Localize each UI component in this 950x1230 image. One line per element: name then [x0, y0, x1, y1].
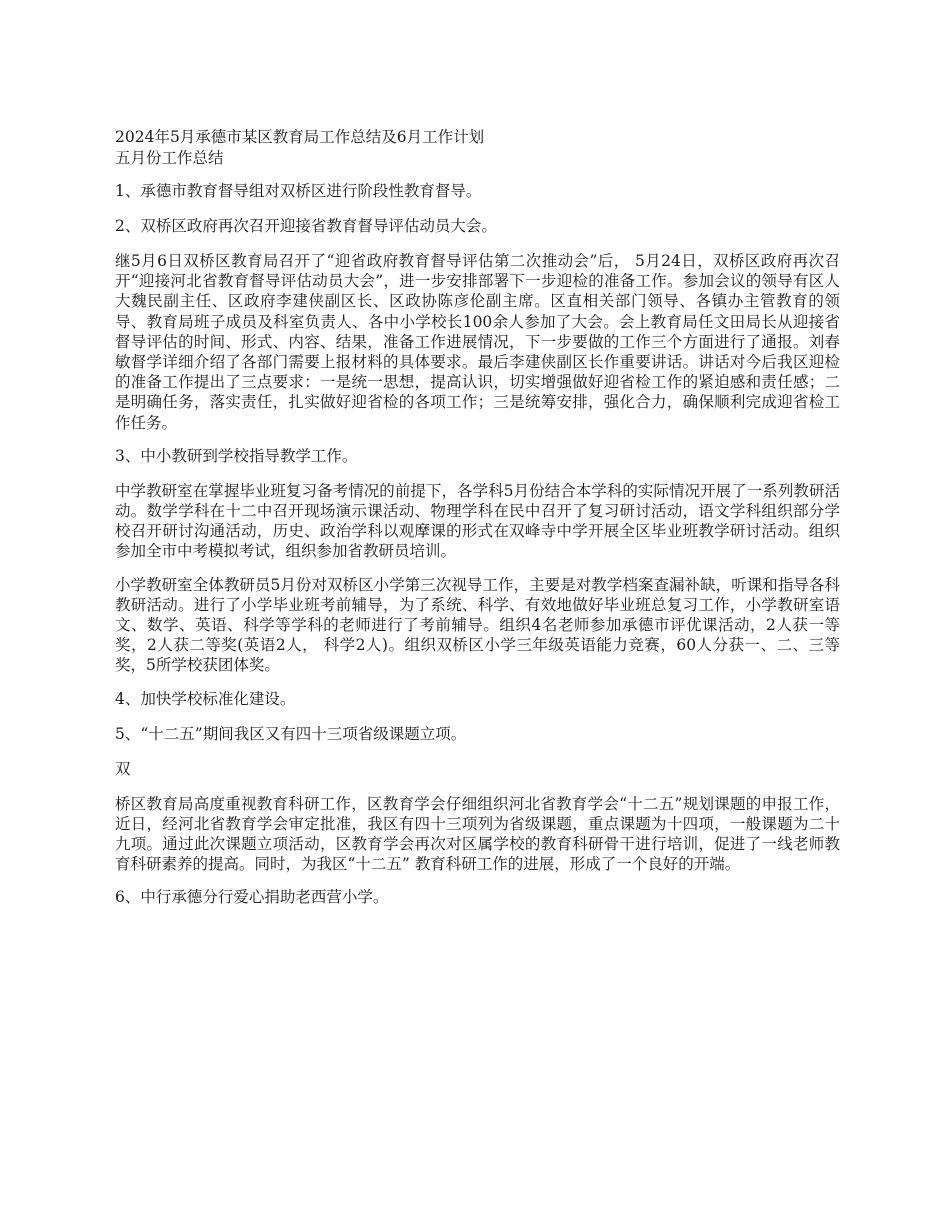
section-heading-5: 5、“十二五”期间我区又有四十三项省级课题立项。: [115, 724, 467, 743]
document-header: [115, 127, 840, 169]
paragraph-research-projects: 桥区教育局高度重视教育科研工作，区教育学会仔细组织河北省教育学会“十二五”规划课题的申报工作，近日，经河北省教育学会审定批准，我区有四十三项列为省级课题，重点课题为十四项，一般课题为二十九项。通过此次课题立项活动，区教育学会再次对区属学校的教育科研骨干进行培训，促进了一线老师教育科研素养的提高。同时，为我区“十二五” 教育科研工作的进展，形成了一个良好的开端。: [115, 794, 840, 874]
section-heading-3: 3、中小教研到学校指导教学工作。: [115, 446, 358, 465]
section-heading-2: 2、双桥区政府再次召开迎接省教育督导评估动员大会。: [115, 217, 497, 235]
section-heading-4: 4、加快学校标准化建设。: [115, 689, 296, 708]
document-page: [115, 127, 840, 922]
section-heading-6: 6、中行承德分行爱心捐助老西营小学。: [115, 888, 389, 907]
paragraph-middle-school-research: 中学教研室在掌握毕业班复习备考情况的前提下，各学科5月份结合本学科的实际情况开展了一系列教研活动。数学学科在十二中召开现场演示课活动、物理学科在民中召开了复习研讨活动，语文学科组织部分学校召开研讨沟通活动，历史、政治学科以观摩课的形式在双峰寺中学开展全区毕业班教学研讨活动。组织参加全市中考模拟考试，组织参加省教研员培训。: [115, 481, 840, 561]
paragraph-fragment: 双: [115, 759, 131, 778]
paragraph-primary-school-research: 小学教研室全体教研员5月份对双桥区小学第三次视导工作，主要是对教学档案查漏补缺，听课和指导各科教研活动。进行了小学毕业班考前辅导，为了系统、科学、有效地做好毕业班总复习工作，小学教研室语文、数学、英语、科学等学科的老师进行了考前辅导。组织4名老师参加承德市评优课活动，2人获一等奖，2人获二等奖(英语2人， 科学2人)。组织双桥区小学三年级英语能力竞赛，60人分获一、二、三等奖，5所学校获团体奖。: [115, 575, 840, 675]
section-heading-1: 1、承德市教育督导组对双桥区进行阶段性教育督导。: [115, 182, 482, 200]
document-title: 2024年5月承德市某区教育局工作总结及6月工作计划: [115, 128, 485, 146]
document-subtitle: 五月份工作总结: [115, 149, 224, 167]
paragraph-mobilization-meeting: 继5月6日双桥区教育局召开了“迎省政府教育督导评估第二次推动会”后， 5月24日，双桥区政府再次召开“迎接河北省教育督导评估动员大会”，进一步安排部署下一步迎检的准备工作。参加会议的领导有区人大魏民副主任、区政府李建侠副区长、区政协陈彦伦副主席。区直相关部门领导、各镇办主管教育的领导、教育局班子成员及科室负责人、各中小学校长100余人参加了大会。会上教育局任文田局长从迎接省督导评估的时间、形式、内容、结果，准备工作进展情况，下一步要做的工作三个方面进行了通报。刘春敏督学详细介绍了各部门需要上报材料的具体要求。最后李建侠副区长作重要讲话。讲话对今后我区迎检的准备工作提出了三点要求：一是统一思想，提高认识，切实增强做好迎省检工作的紧迫感和责任感；二是明确任务，落实责任，扎实做好迎省检的各项工作；三是统筹安排，强化合力，确保顺利完成迎省检工作任务。: [115, 252, 840, 432]
